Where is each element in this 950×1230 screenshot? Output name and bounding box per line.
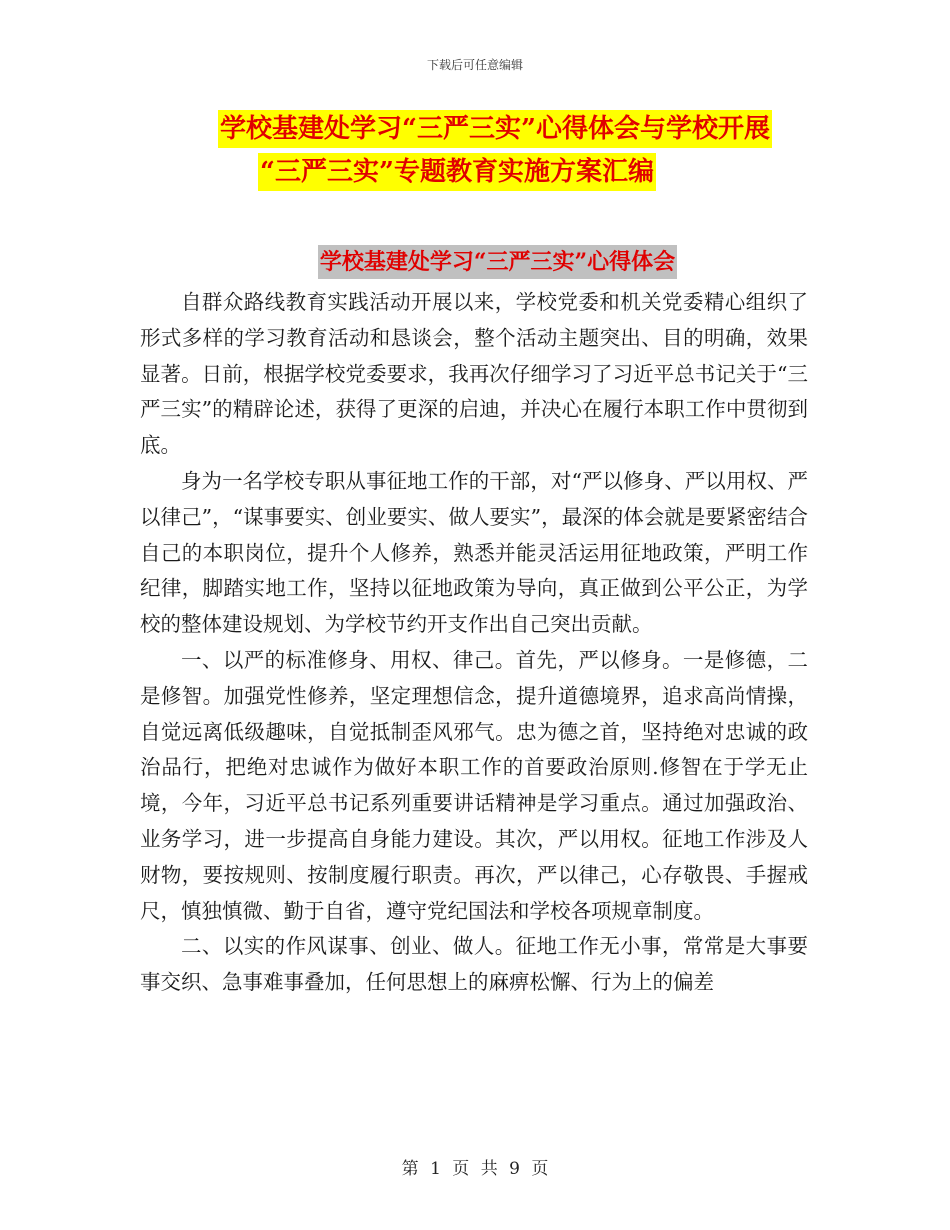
paragraph-4: 二、以实的作风谋事、创业、做人。征地工作无小事，常常是大事要事交织、急事难事叠加，任何思想上的麻痹松懈、行为上的偏差: [140, 934, 808, 995]
section-heading-wrap: [0, 245, 950, 279]
title-line-1: 学校基建处学习“三严三实”心得体会与学校开展: [218, 110, 772, 148]
paragraph-2: 身为一名学校专职从事征地工作的干部，对“严以修身、严以用权、严以律己”，“谋事要实、创业要实、做人要实”，最深的体会就是要紧密结合自己的本职岗位，提升个人修养，熟悉并能灵活运用征地政策，严明工作纪律，脚踏实地工作，坚持以征地政策为导向，真正做到公平公正，为学校的整体建设规划、为学校节约开支作出自己突出贡献。: [140, 468, 808, 637]
section-heading: 学校基建处学习“三严三实”心得体会: [318, 245, 677, 279]
page-footer: 第 1 页 共 9 页: [401, 1159, 549, 1179]
paragraph-3: 一、以严的标准修身、用权、律己。首先，严以修身。一是修德，二是修智。加强党性修养，坚定理想信念，提升道德境界，追求高尚情操，自觉远离低级趣味，自觉抵制歪风邪气。忠为德之首，坚持绝对忠诚的政治品行，把绝对忠诚作为做好本职工作的首要政治原则.修智在于学无止境，今年，习近平总书记系列重要讲话精神是学习重点。通过加强政治、业务学习，进一步提高自身能力建设。其次，严以用权。征地工作涉及人财物，要按规则、按制度履行职责。再次，严以律己，心存敬畏、手握戒尺，慎独慎微、勤于自省，遵守党纪国法和学校各项规章制度。: [140, 647, 808, 923]
document-title: [0, 110, 950, 196]
paragraph-1: 自群众路线教育实践活动开展以来，学校党委和机关党委精心组织了形式多样的学习教育活动和恳谈会，整个活动主题突出、目的明确，效果显著。日前，根据学校党委要求，我再次仔细学习了习近平总书记关于“三严三实”的精辟论述，获得了更深的启迪，并决心在履行本职工作中贯彻到底。: [140, 290, 808, 458]
body-text: [140, 285, 808, 1001]
title-line-2: “三严三实”专题教育实施方案汇编: [258, 153, 656, 191]
header-note: 下载后可任意编辑: [426, 58, 523, 72]
